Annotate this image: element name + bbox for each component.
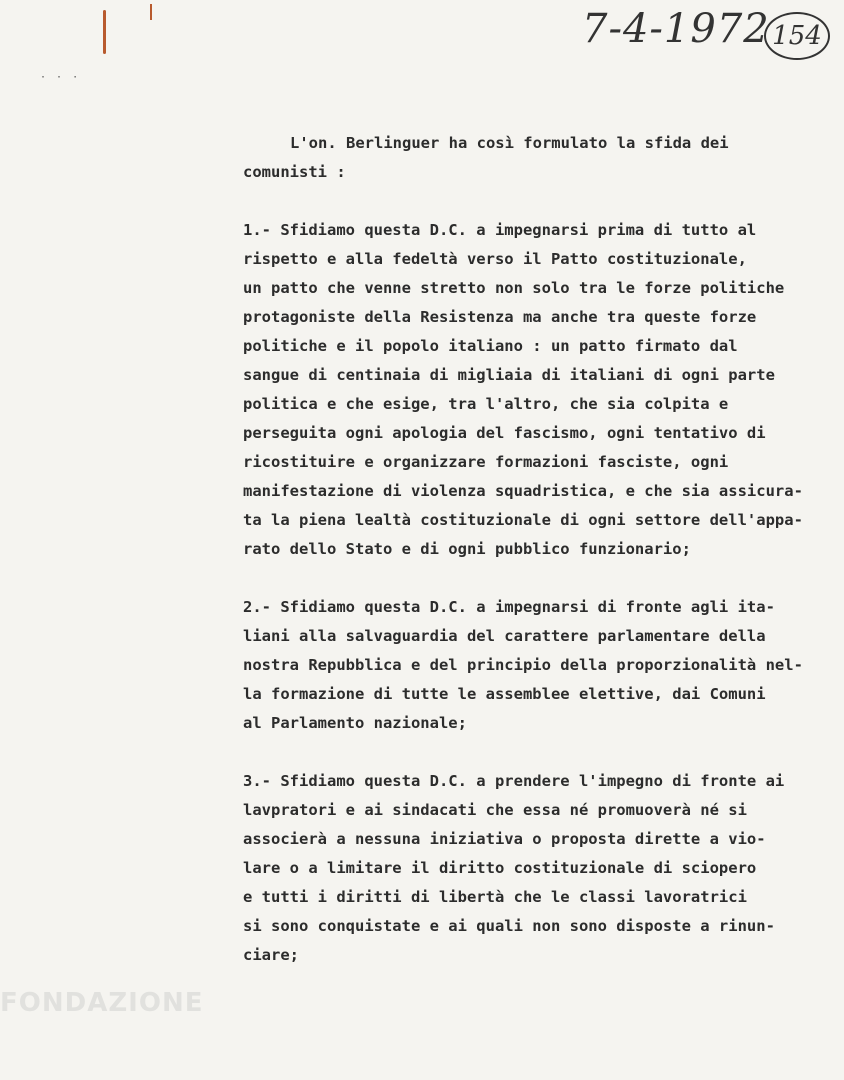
point-3-line: e tutti i diritti di libertà che le classi lavoratrici: [243, 888, 747, 906]
handwritten-date: 7-4-1972: [582, 6, 770, 52]
point-2-line: la formazione di tutte le assemblee elettive, dai Comuni: [243, 685, 766, 703]
point-1-line: 1.- Sfidiamo questa D.C. a impegnarsi prima di tutto al: [243, 221, 757, 239]
point-3-line: associerà a nessuna iniziativa o proposta dirette a vio-: [243, 830, 766, 848]
point-1-line: sangue di centinaia di migliaia di italiani di ogni parte: [243, 366, 775, 384]
point-1-line: rato dello Stato e di ogni pubblico funzionario;: [243, 540, 691, 558]
point-3: [243, 767, 833, 970]
point-2-line: 2.- Sfidiamo questa D.C. a impegnarsi di fronte agli ita-: [243, 598, 775, 616]
point-1-line: ta la piena lealtà costituzionale di ogni settore dell'appa-: [243, 511, 803, 529]
point-2-line: liani alla salvaguardia del carattere parlamentare della: [243, 627, 766, 645]
margin-dots: · · ·: [40, 72, 81, 83]
point-1-line: manifestazione di violenza squadristica, e che sia assicura-: [243, 482, 803, 500]
pencil-mark: [103, 10, 106, 54]
point-1-line: politiche e il popolo italiano : un patto firmato dal: [243, 337, 738, 355]
document-body: [243, 129, 833, 970]
point-3-line: lavpratori e ai sindacati che essa né promuoverà né si: [243, 801, 747, 819]
point-1: [243, 216, 833, 564]
intro-line-2: comunisti :: [243, 163, 346, 181]
archive-watermark: FONDAZIONE: [0, 988, 204, 1018]
point-1-line: protagoniste della Resistenza ma anche tra queste forze: [243, 308, 757, 326]
point-3-line: 3.- Sfidiamo questa D.C. a prendere l'impegno di fronte ai: [243, 772, 785, 790]
point-2-line: al Parlamento nazionale;: [243, 714, 467, 732]
intro-line-1: L'on. Berlinguer ha così formulato la sfida dei: [290, 134, 729, 152]
point-3-line: ciare;: [243, 946, 299, 964]
page-number-text: 154: [772, 21, 822, 51]
point-2: [243, 593, 833, 738]
point-3-line: lare o a limitare il diritto costituzionale di sciopero: [243, 859, 757, 877]
point-2-line: nostra Repubblica e del principio della proporzionalità nel-: [243, 656, 803, 674]
point-3-line: si sono conquistate e ai quali non sono disposte a rinun-: [243, 917, 775, 935]
point-1-line: ricostituire e organizzare formazioni fasciste, ogni: [243, 453, 729, 471]
point-1-line: un patto che venne stretto non solo tra le forze politiche: [243, 279, 785, 297]
point-1-line: perseguita ogni apologia del fascismo, ogni tentativo di: [243, 424, 766, 442]
handwritten-page-number: [764, 12, 830, 60]
point-1-line: rispetto e alla fedeltà verso il Patto costituzionale,: [243, 250, 747, 268]
pencil-tick: [150, 4, 152, 20]
point-1-line: politica e che esige, tra l'altro, che sia colpita e: [243, 395, 729, 413]
